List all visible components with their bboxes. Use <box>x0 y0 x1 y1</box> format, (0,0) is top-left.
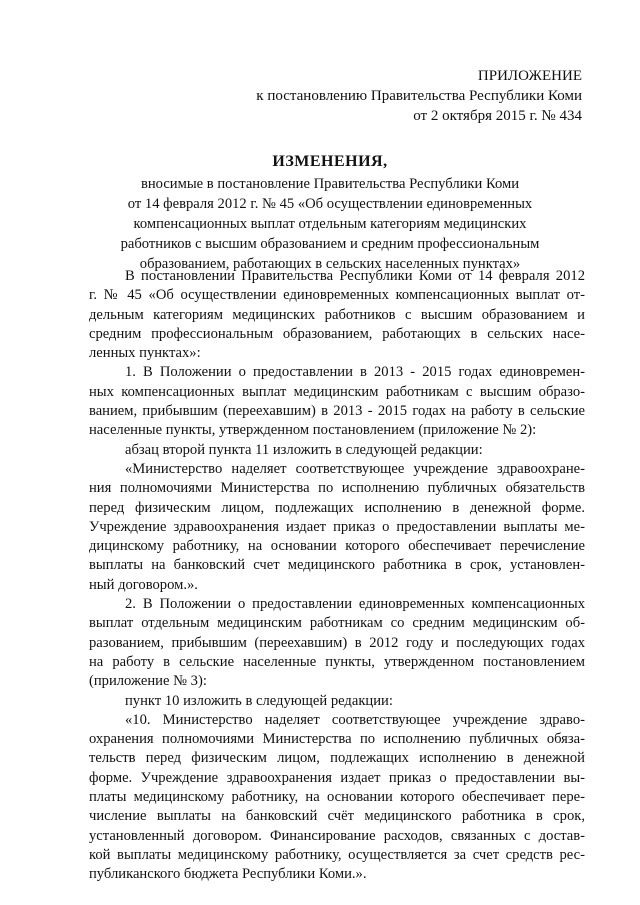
body-line: ный договором.». <box>89 576 198 593</box>
body-line: выплаты на банковский счет медицинского работника в срок, установлен- <box>89 557 585 574</box>
body-line: пункт 10 изложить в следующей редакции: <box>125 692 393 709</box>
body-line: ванием, прибывшим (переехавшим) в 2013 - 2015 годах на работу в сельские <box>89 403 585 420</box>
body-line: дицинскому работнику, на основании которого обеспечивает перечисление <box>89 538 585 555</box>
document-body <box>89 267 585 885</box>
body-line: «10. Министерство наделяет соответствующее учреждение здраво- <box>125 711 585 728</box>
body-line: перед физическим лицом, подлежащих исполнению в денежной форме. <box>89 499 585 516</box>
title-line: компенсационных выплат отдельным категориям медицинских <box>133 216 527 232</box>
body-line: В постановлении Правительства Республики Коми от 14 февраля 2012 <box>125 268 585 284</box>
body-line: платы медицинскому работнику, на основании которого обеспечивает пере- <box>89 789 585 806</box>
appendix-resolution-date: от 2 октября 2015 г. № 434 <box>413 108 582 124</box>
body-line: разованием, прибывшим (переехавшим) в 2012 году и последующих годах <box>89 634 585 651</box>
appendix-header <box>256 66 582 126</box>
body-line: установленный договором. Финансирование расходов, связанных с достав- <box>89 827 585 844</box>
title-line: образованием, работающих в сельских населенных пунктах» <box>139 256 521 272</box>
body-line: публиканского бюджета Республики Коми.». <box>89 866 367 883</box>
body-line: Учреждение здравоохранения издает приказ о предоставлении выплаты ме- <box>89 518 585 535</box>
body-line: г. № 45 «Об осуществлении единовременных компенсационных выплат от- <box>89 287 585 304</box>
body-line: 1. В Положении о предоставлении в 2013 - 2015 годах единовремен- <box>125 364 585 381</box>
body-line: «Министерство наделяет соответствующее учреждение здравоохране- <box>125 460 585 477</box>
body-line: (приложение № 3): <box>89 673 207 690</box>
body-line: ных компенсационных выплат медицинским работникам с высшим образо- <box>89 383 585 400</box>
body-line: 2. В Положении о предоставлении единовременных компенсационных <box>125 596 585 613</box>
body-line: кой выплаты медицинскому работнику, осуществляется за счет средств рес- <box>89 846 585 863</box>
body-line: населенные пункты, утвержденном постановлением (приложение № 2): <box>89 422 537 439</box>
body-line: на работу в сельские населенные пункты, утвержденном постановлением <box>89 653 585 670</box>
body-line: ния полномочиями Министерства по исполнению публичных обязательств <box>89 480 585 497</box>
title-line: работников с высшим образованием и средним профессиональным <box>120 236 540 252</box>
body-line: абзац второй пункта 11 изложить в следующей редакции: <box>125 441 483 458</box>
appendix-label: ПРИЛОЖЕНИЕ <box>477 68 582 84</box>
body-line: дельным категориям медицинских работников с высшим образованием и <box>89 306 585 323</box>
appendix-resolution-ref: к постановлению Правительства Республики Коми <box>256 88 582 104</box>
body-line: форме. Учреждение здравоохранения издает приказ о предоставлении вы- <box>89 769 585 786</box>
title-line: вносимые в постановление Правительства Республики Коми <box>140 176 520 192</box>
body-line: числение выплаты на банковский счёт медицинского работника в срок, <box>89 808 585 825</box>
title-heading: ИЗМЕНЕНИЯ, <box>272 153 388 170</box>
title-line: от 14 февраля 2012 г. № 45 «Об осуществлении единовременных <box>127 196 533 212</box>
body-line: охранения полномочиями Министерства по исполнению публичных обяза- <box>89 731 585 748</box>
body-line: выплат отдельным медицинским работникам со средним медицинским об- <box>89 615 585 632</box>
body-line: тельств перед физическим лицом, подлежащих исполнению в денежной <box>89 750 585 767</box>
body-line: ленных пунктах»: <box>89 345 201 362</box>
document-title <box>95 152 565 274</box>
body-line: средним профессиональным образованием, работающих в сельских насе- <box>89 325 585 342</box>
